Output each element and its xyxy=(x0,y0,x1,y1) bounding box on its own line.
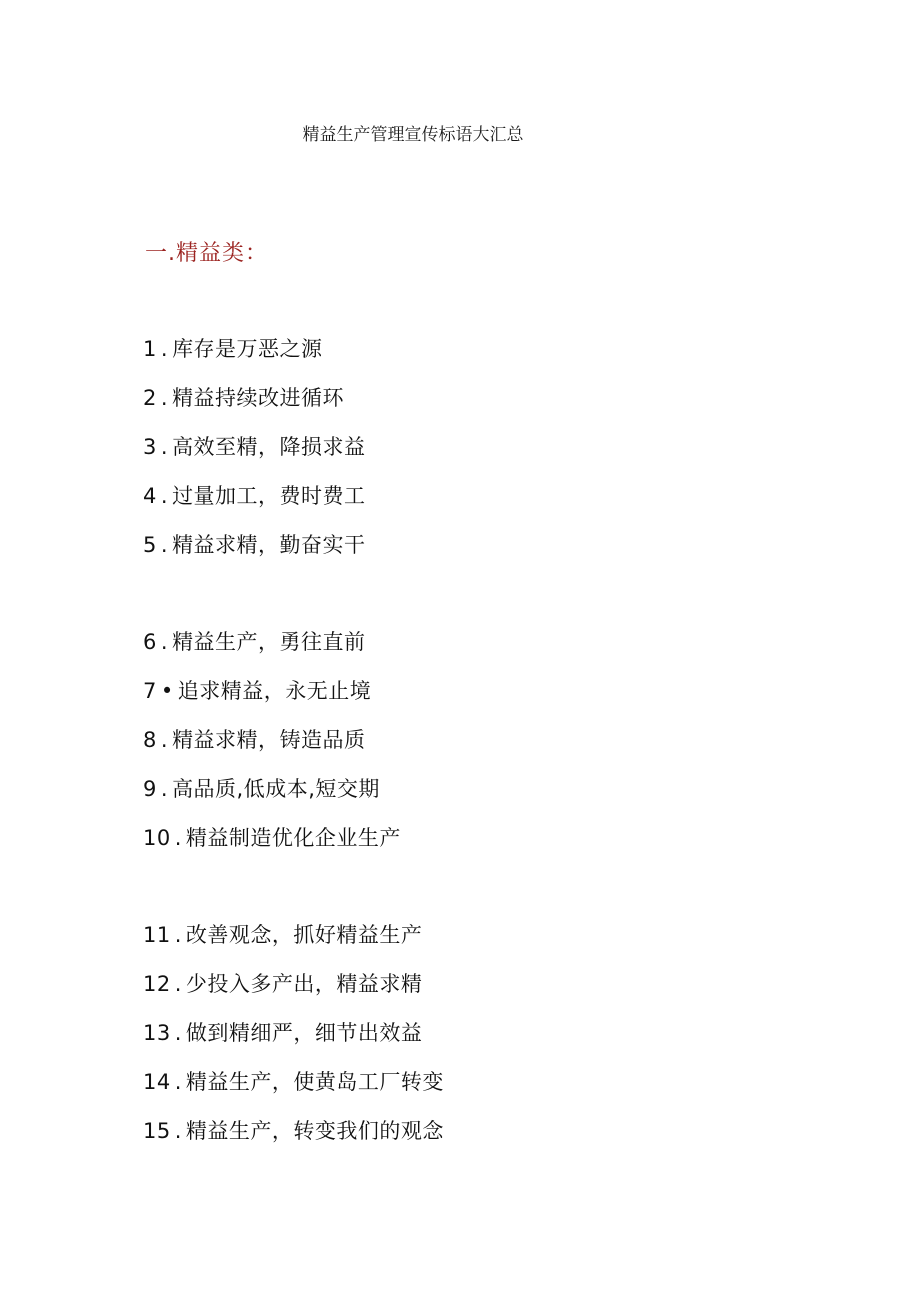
slogan-group xyxy=(143,335,444,580)
item-text: 过量加工，费时费工 xyxy=(172,484,366,508)
slogan-group xyxy=(143,921,444,1166)
item-number: 3 xyxy=(143,435,157,459)
item-separator: . xyxy=(174,826,182,850)
item-number: 2 xyxy=(143,386,157,410)
item-separator: • xyxy=(160,679,174,703)
item-separator: . xyxy=(174,972,182,996)
item-text: 精益求精，勤奋实干 xyxy=(172,533,366,557)
item-text: 精益持续改进循环 xyxy=(172,386,345,410)
slogan-item xyxy=(143,628,444,677)
item-number: 6 xyxy=(143,630,157,654)
item-number: 14 xyxy=(143,1070,171,1094)
item-text: 追求精益，永无止境 xyxy=(177,679,372,703)
item-text: 精益求精，铸造品质 xyxy=(172,728,366,752)
item-text: 精益制造优化企业生产 xyxy=(185,826,401,850)
item-separator: . xyxy=(160,728,169,752)
section-heading: 一.精益类： xyxy=(145,241,268,266)
slogan-item xyxy=(143,824,444,873)
item-text: 少投入多产出，精益求精 xyxy=(185,972,423,996)
item-number: 15 xyxy=(143,1119,171,1143)
slogan-item xyxy=(143,384,444,433)
item-separator: . xyxy=(160,337,169,361)
item-separator: . xyxy=(174,1021,182,1045)
slogan-item xyxy=(143,775,444,824)
item-number: 7 xyxy=(143,679,157,703)
item-text: 精益生产，勇往直前 xyxy=(172,630,366,654)
item-number: 9 xyxy=(143,777,157,801)
item-text: 库存是万恶之源 xyxy=(172,337,323,361)
slogan-item xyxy=(143,677,444,726)
item-separator: . xyxy=(160,630,169,654)
item-separator: . xyxy=(174,1119,182,1143)
document-title: 精益生产管理宣传标语大汇总 xyxy=(302,125,524,145)
slogan-item xyxy=(143,921,444,970)
item-separator: . xyxy=(160,533,169,557)
item-text: 高效至精，降损求益 xyxy=(172,435,366,459)
item-separator: . xyxy=(160,435,169,459)
item-text: 改善观念，抓好精益生产 xyxy=(185,923,423,947)
item-text: 精益生产，转变我们的观念 xyxy=(185,1119,444,1143)
item-number: 11 xyxy=(143,923,171,947)
item-text: 高品质,低成本,短交期 xyxy=(172,777,380,801)
item-number: 4 xyxy=(143,484,157,508)
item-number: 8 xyxy=(143,728,157,752)
item-separator: . xyxy=(160,386,169,410)
item-number: 10 xyxy=(143,826,171,850)
slogan-group xyxy=(143,628,444,873)
slogan-item xyxy=(143,1068,444,1117)
slogan-item xyxy=(143,726,444,775)
slogan-item xyxy=(143,531,444,580)
slogan-item xyxy=(143,1019,444,1068)
item-separator: . xyxy=(160,777,169,801)
item-number: 1 xyxy=(143,337,157,361)
item-number: 12 xyxy=(143,972,171,996)
slogan-item xyxy=(143,970,444,1019)
slogan-item xyxy=(143,1117,444,1166)
item-number: 5 xyxy=(143,533,157,557)
item-text: 做到精细严，细节出效益 xyxy=(185,1021,423,1045)
item-text: 精益生产，使黄岛工厂转变 xyxy=(185,1070,444,1094)
item-number: 13 xyxy=(143,1021,171,1045)
slogan-item xyxy=(143,335,444,384)
slogan-list xyxy=(143,335,444,1214)
item-separator: . xyxy=(174,923,182,947)
slogan-item xyxy=(143,482,444,531)
slogan-item xyxy=(143,433,444,482)
item-separator: . xyxy=(160,484,169,508)
item-separator: . xyxy=(174,1070,182,1094)
